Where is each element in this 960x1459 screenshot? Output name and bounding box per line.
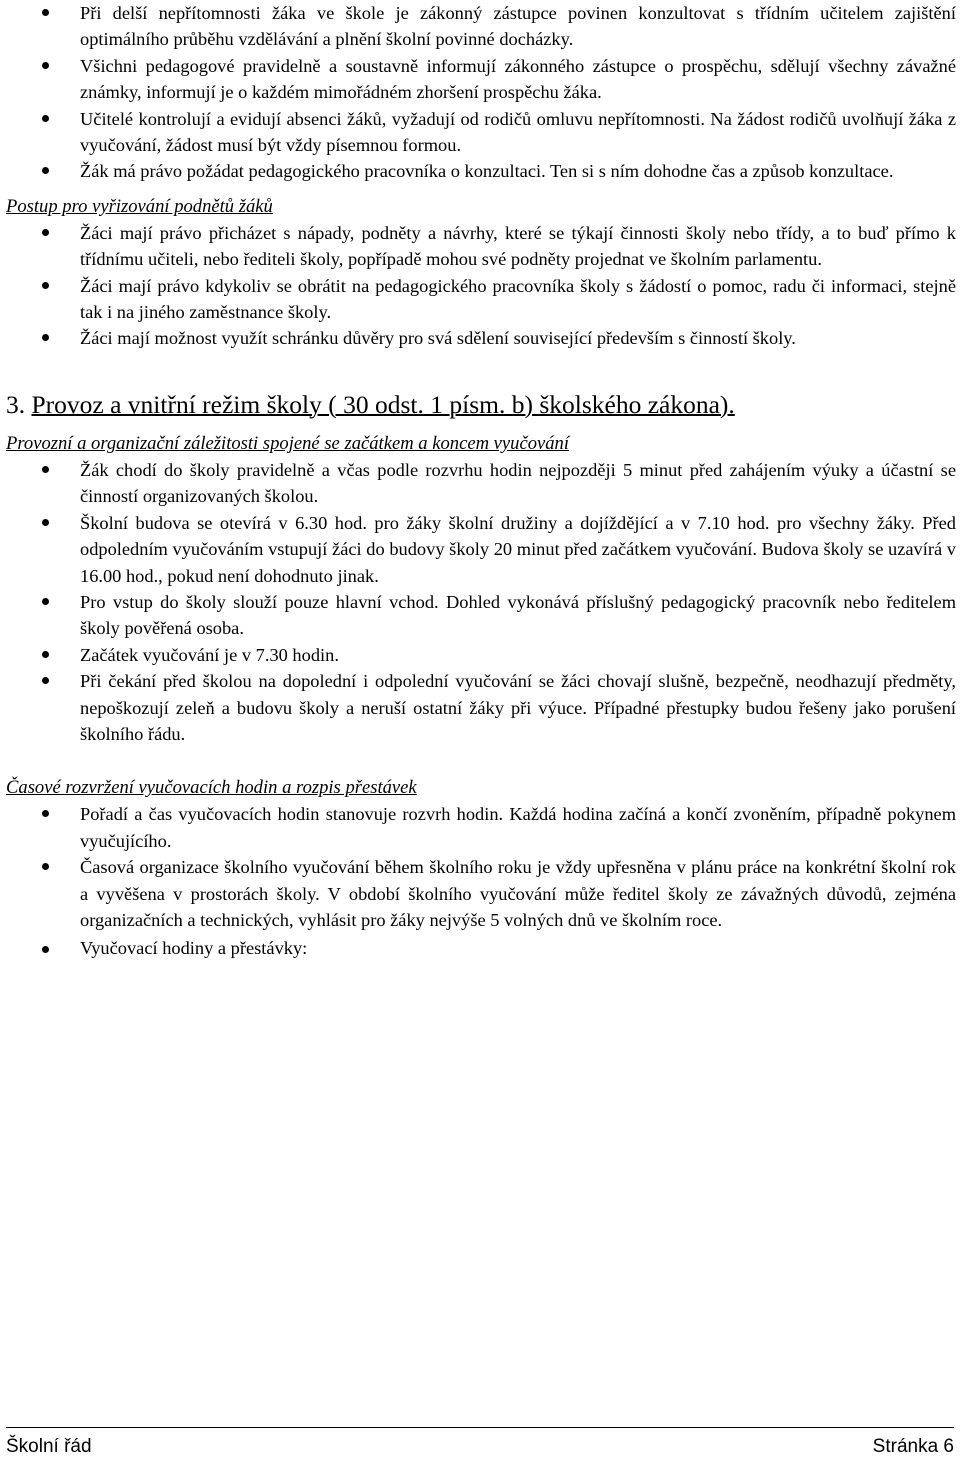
bullet-icon [42,282,49,289]
casove-last-list [6,935,956,961]
list-item: Začátek vyučování je v 7.30 hodin. [6,642,956,668]
bullet-icon [42,9,49,16]
list-item: Žák chodí do školy pravidelně a včas podle rozvrhu hodin nejpozději 5 minut před zahájením výuky a účastní se činností organizovaných školou. [6,457,956,510]
bullet-icon [42,334,49,341]
provozni-heading: Provozní a organizační záležitosti spojené se začátkem a koncem vyučování [6,432,570,454]
bullet-icon [42,863,49,870]
bullet-icon [42,167,49,174]
footer-document-title: Školní řád [6,1436,92,1457]
provozni-list [6,457,956,747]
list-item: Při delší nepřítomnosti žáka ve škole je zákonný zástupce povinen konzultovat s třídním učitelem zajištění optimálního průběhu vzdělávání a plnění školní povinné docházky. [6,0,956,53]
list-item: Žáci mají právo přicházet s nápady, podněty a návrhy, které se týkají činnosti školy nebo třídy, a to buď přímo k třídnímu učiteli, nebo řediteli školy, popřípadě mohou své podněty projednat ve školním parlamentu. [6,220,956,273]
casove-heading: Časové rozvržení vyučovacích hodin a rozpis přestávek [6,777,417,799]
list-item: Žák má právo požádat pedagogického pracovníka o konzultaci. Ten si s ním dohodne čas a způsob konzultace. [6,158,956,184]
bullet-icon [42,810,49,817]
list-item: Pro vstup do školy slouží pouze hlavní vchod. Dohled vykonává příslušný pedagogický pracovník nebo ředitelem školy pověřená osoba. [6,589,956,642]
list-item: Všichni pedagogové pravidelně a soustavně informují zákonného zástupce o prospěchu, sdělují všechny závažné známky, informují je o každém mimořádném zhoršení prospěchu žáka. [6,53,956,106]
intro-list [6,0,956,185]
section-3-heading [6,389,956,421]
list-item: Žáci mají právo kdykoliv se obrátit na pedagogického pracovníka školy s žádostí o pomoc, radu či informaci, stejně tak i na jiného zaměstnance školy. [6,273,956,326]
podnety-heading: Postup pro vyřizování podnětů žáků [6,195,273,217]
casove-list [6,801,956,933]
bullet-icon [42,677,49,684]
page-content [6,0,956,962]
footer-divider [6,1427,954,1428]
bullet-icon [42,651,49,658]
list-item: Časová organizace školního vyučování během školního roku je vždy upřesněna v plánu práce na konkrétní školní rok a vyvěšena v prostorách školy. V období školního vyučování může ředitel školy ze závažných důvodů, zejména organizačních a technických, vyhlásit pro žáky nejvýše 5 volných dnů ve školním roce. [6,854,956,933]
bullet-icon [42,466,49,473]
bullet-icon [42,229,49,236]
bullet-icon [42,62,49,69]
page-footer [6,1427,954,1457]
bullet-icon [42,519,49,526]
bullet-icon [42,598,49,605]
bullet-icon [42,115,49,122]
podnety-list [6,220,956,352]
list-item: Vyučovací hodiny a přestávky: [6,935,956,961]
bullet-icon [42,946,49,953]
list-item: Pořadí a čas vyučovacích hodin stanovuje rozvrh hodin. Každá hodina začíná a končí zvoněním, případně pokynem vyučujícího. [6,801,956,854]
list-item: Žáci mají možnost využít schránku důvěry pro svá sdělení související především s činností školy. [6,325,956,351]
list-item: Školní budova se otevírá v 6.30 hod. pro žáky školní družiny a dojíždějící a v 7.10 hod. pro všechny žáky. Před odpoledním vyučováním vstupují žáci do budovy školy 20 minut před začátkem vyučování. Budova školy se uzavírá v 16.00 hod., pokud není dohodnuto jinak. [6,510,956,589]
section-title: Provoz a vnitřní režim školy ( 30 odst. 1 písm. b) školského zákona). [31,389,735,419]
list-item: Při čekání před školou na dopolední i odpolední vyučování se žáci chovají slušně, bezpečně, neodhazují předměty, nepoškozují zeleň a budovu školy a neruší ostatní žáky při výuce. Případné přestupky budou řešeny jako porušení školního řádu. [6,668,956,747]
section-number: 3. [6,389,26,419]
footer-page-number: Stránka 6 [872,1436,954,1457]
list-item: Učitelé kontrolují a evidují absenci žáků, vyžadují od rodičů omluvu nepřítomnosti. Na žádost rodičů uvolňují žáka z vyučování, žádost musí být vždy písemnou formou. [6,106,956,159]
